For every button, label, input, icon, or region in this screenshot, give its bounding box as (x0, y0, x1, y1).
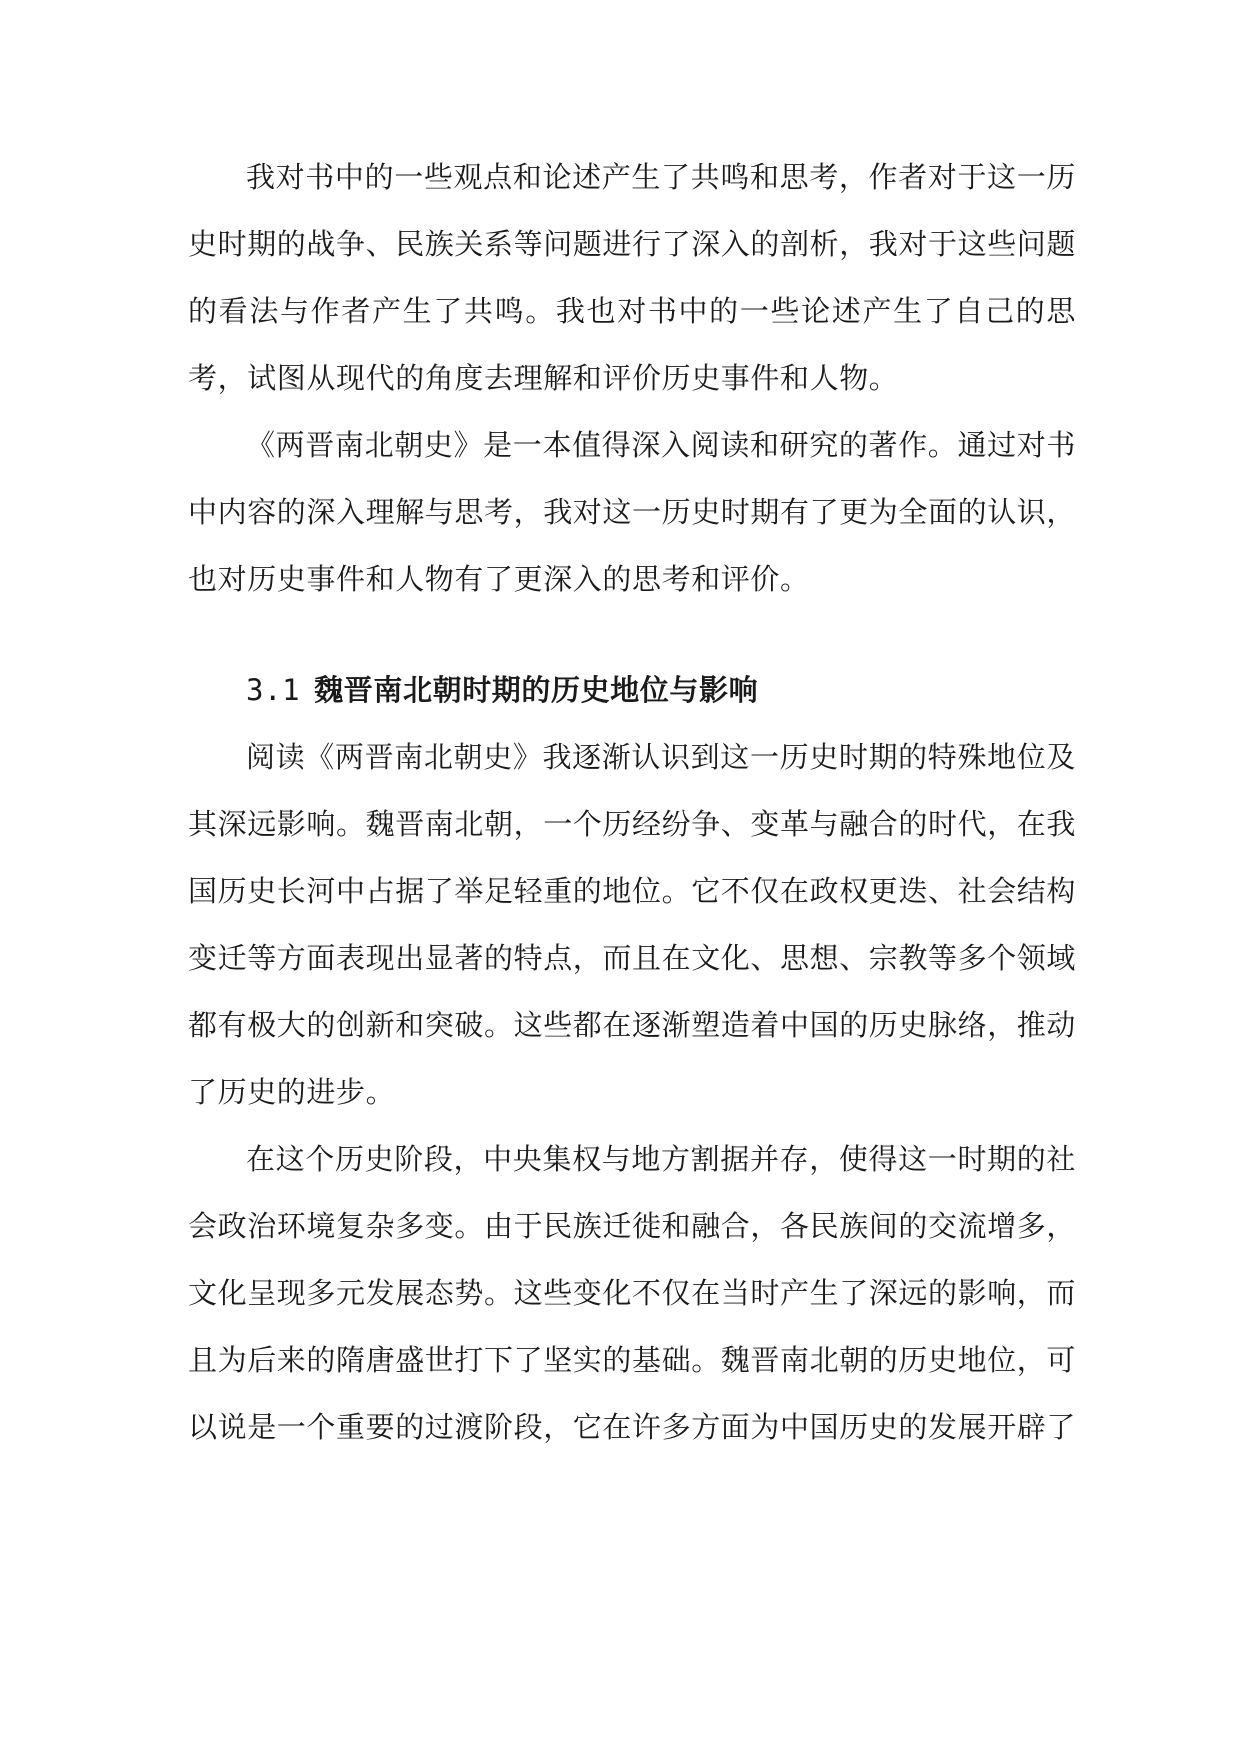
paragraph: 《两晋南北朝史》是一本值得深入阅读和研究的著作。通过对书中内容的深入理解与思考，我对这一历史时期有了更为全面的认识，也对历史事件和人物有了更深入的思考和评价。 (188, 428, 1077, 596)
section-number: 3.1 (246, 673, 301, 707)
paragraph: 在这个历史阶段，中央集权与地方割据并存，使得这一时期的社会政治环境复杂多变。由于民族迁徙和融合，各民族间的交流增多，文化呈现多元发展态势。这些变化不仅在当时产生了深远的影响，而且为后来的隋唐盛世打下了坚实的基础。魏晋南北朝的历史地位，可以说是一个重要的过渡阶段，它在许多方面为中国历史的发展开辟了 (188, 1142, 1077, 1444)
section-title: 魏晋南北朝时期的历史地位与影响 (314, 673, 759, 707)
document-body (188, 144, 1076, 1461)
paragraph: 阅读《两晋南北朝史》我逐渐认识到这一历史时期的特殊地位及其深远影响。魏晋南北朝，一个历经纷争、变革与融合的时代，在我国历史长河中占据了举足轻重的地位。它不仅在政权更迭、社会结构变迁等方面表现出显著的特点，而且在文化、思想、宗教等多个领域都有极大的创新和突破。这些都在逐渐塑造着中国的历史脉络，推动了历史的进步。 (188, 740, 1077, 1109)
section-heading (188, 657, 1076, 724)
paragraph: 我对书中的一些观点和论述产生了共鸣和思考，作者对于这一历史时期的战争、民族关系等问题进行了深入的剖析，我对于这些问题的看法与作者产生了共鸣。我也对书中的一些论述产生了自己的思考，试图从现代的角度去理解和评价历史事件和人物。 (188, 160, 1077, 395)
